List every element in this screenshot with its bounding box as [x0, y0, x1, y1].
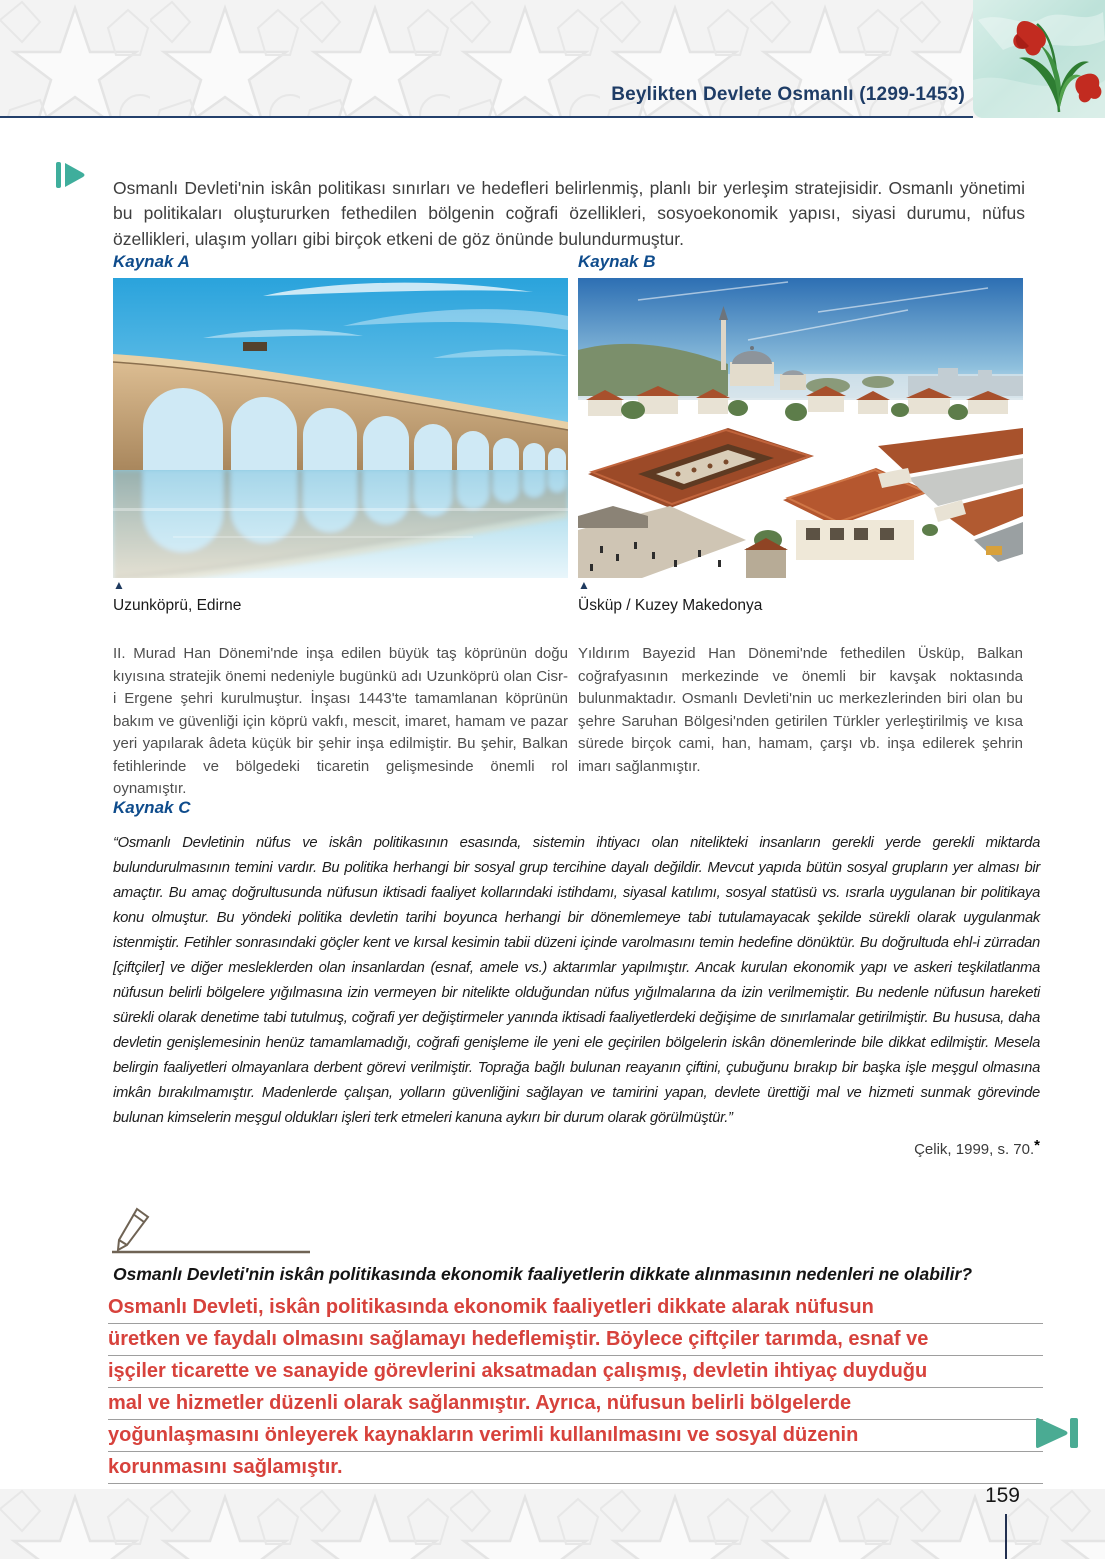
source-c-label: Kaynak C — [113, 798, 191, 817]
header-underline — [0, 116, 973, 118]
source-a-caption: Uzunköprü, Edirne — [113, 597, 242, 614]
source-b-caption: Üsküp / Kuzey Makedonya — [578, 597, 763, 614]
caption-marker-icon: ▲ — [578, 578, 590, 592]
answer-line[interactable]: yoğunlaşmasını önleyerek kaynakların verimli kullanılmasını ve sosyal düzenin — [108, 1420, 1043, 1452]
answer-line[interactable]: Osmanlı Devleti, iskân politikasında ekonomik faaliyetleri dikkate alarak nüfusun — [108, 1292, 1043, 1324]
activity-answer[interactable] — [108, 1292, 1043, 1484]
source-c-text: “Osmanlı Devletinin nüfus ve iskân politikasının esasında, sistemin ihtiyacı olan nitelikteki insanların gerekli yerde gerekli miktarda bulundurulmasının temini vardır. Bu politika herhangi bir sosyal grup tercihine dayalı değildir. Mevcut yapıda bütün sosyal grupların yer alması bir amaçtır. Bu amaç doğrultusunda nüfusun iktisadi faaliyet kollarındaki istihdamı, siyasal katılımı, sosyal statüsü vs. ısrarla uygulanan bir politikaya konu olmuştur. Bu yöndeki politika devletin tarihi boyunca herhangi bir dönemlemeye tabi tutulamayacak şekilde sürekli olarak uygulanmak istenmiştir. Fetihler sonrasındaki göçler kent ve kırsal kesimin tabii düzeni içinde varolmasını temin hedefine dönüktür. Bu doğrultuda ehl-i zürradan [çiftçiler] ve diğer mesleklerden olan insanlardan (esnaf, amele vs.) aktarımlar yapılmıştır. Ancak kurulan ekonomik yapı ve askeri teşkilatlanma nüfusun belirli bölgelere yığılmasına izin vermeyen bir nitelikte olduğundan nüfus yığılmalarına da izin verilmemiştir. Bu nedenle nüfusun hareketi sürekli olarak denetime tabi tutulmuş, coğrafi yer değiştirmeler yanında iktisadi faaliyetlerdeki değişime de sınırlamalar getirilmiştir. Bu hususa, daha devletin genişlemesinin henüz tamamlamadığı, coğrafi genişleme ile yeni ele geçirilen bölgelerin iskân dönemlerinde bile dikkat edilmiştir. Mesela belirgin faaliyetleri olmayanlara derbent görevi verilmiştir. Toprağa bağlı bulunan reayanın çiftini, çubuğunu bırakıp bir başka işle meşgul olmasına imkân bırakılmamıştır. Madenlerde çalışan, yolların güvenliğini sağlayan ve tamirini yapan, devlete ürettiği mal ve hizmeti sunmak görevinde bulunan kimselerin meşgul oldukları işleri terk etmeleri kanuna aykırı bir durum olarak görülmüştür.” — [113, 835, 1040, 1126]
answer-line[interactable]: korunmasını sağlamıştır. — [108, 1452, 1043, 1484]
next-page-icon — [1036, 1417, 1080, 1449]
answer-line[interactable]: üretken ve faydalı olmasını sağlamayı hedeflemiştir. Böylece çiftçiler tarımda, esnaf ve — [108, 1324, 1043, 1356]
source-b-image — [578, 278, 1023, 578]
answer-line[interactable]: mal ve hizmetler düzenli olarak sağlanmıştır. Ayrıca, nüfusun belirli bölgelerde — [108, 1388, 1043, 1420]
source-b-label: Kaynak B — [578, 252, 656, 271]
chapter-title: Beylikten Devlete Osmanlı (1299-1453) — [611, 84, 965, 105]
page-number-rule — [1005, 1514, 1007, 1559]
source-a-image — [113, 278, 568, 578]
source-c-section — [113, 798, 1040, 1158]
answer-line[interactable]: işçiler ticarette ve sanayide görevlerini aksatmadan çalışmış, devletin ihtiyaç duyduğu — [108, 1356, 1043, 1388]
source-a-label: Kaynak A — [113, 252, 190, 271]
geometric-pattern-bottom — [0, 1489, 1105, 1559]
tulip-illustration — [973, 0, 1105, 118]
activity-question: Osmanlı Devleti'nin iskân politikasında ekonomik faaliyetlerin dikkate alınmasının nedenleri ne olabilir? — [113, 1264, 973, 1284]
source-c-citation — [113, 1137, 1040, 1158]
intro-paragraph: Osmanlı Devleti'nin iskân politikası sınırları ve hedefleri belirlenmiş, planlı bir yerleşim stratejisidir. Osmanlı yönetimi bu politikaları oluştururken fethedilen bölgenin coğrafi özellikleri, sosyoekonomik yapısı, siyasi durumu, nüfus özellikleri, ulaşım yolları gibi birçok etkeni de göz önünde bulundurmuştur. — [113, 177, 1025, 250]
source-b-text: Yıldırım Bayezid Han Dönemi'nde fethedilen Üsküp, Balkan coğrafyasının merkezinde ve önemli bir kavşak noktasında bulunmaktadır. Osmanlı Devleti'nin uc merkezlerinden biri olan bu şehre Saruhan Bölgesi'nden getirilen Türkler yerleştirilmiş ve kısa sürede birçok cami, han, hamam, çarşı vb. inşa edilerek şehrin imarı sağlanmıştır. — [578, 645, 1023, 775]
source-a-text: II. Murad Han Dönemi'nde inşa edilen büyük taş köprünün doğu kıyısına stratejik önemi nedeniyle bugünkü adı Uzunköprü olan Cisr-i Ergene şehri kurulmuştur. İnşası 1443'te tamamlanan köprünün bakım ve güvenliği için köprü vakfı, mescit, imaret, hamam ve pazar yeri yapılarak âdeta küçük bir şehir inşa edilmiştir. Bu şehir, Balkan fetihlerinde ve bölgedeki ticaretin gelişmesinde önemli rol oynamıştır. — [113, 645, 568, 797]
intro-bullet-icon — [56, 162, 86, 188]
page-number: 159 — [984, 1484, 1020, 1507]
citation-text: Çelik, 1999, s. 70. — [914, 1141, 1035, 1158]
caption-marker-icon: ▲ — [113, 578, 125, 592]
citation-asterisk: * — [1034, 1137, 1040, 1154]
pencil-icon — [110, 1206, 312, 1256]
